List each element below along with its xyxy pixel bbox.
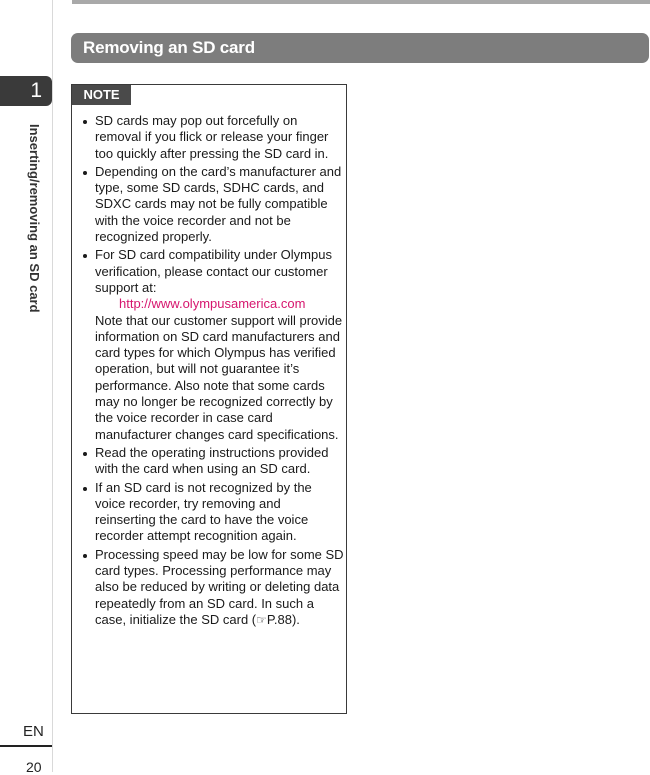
list-item [82,445,344,478]
list-item-text: Read the operating instructions provided with the card when using an SD card. [95,444,329,477]
chapter-title: Inserting/removing an SD card [27,124,42,313]
language-underline [0,745,52,747]
list-item-text: Depending on the card’s manufacturer and type, some SD cards, SDHC cards, and SDXC cards may not be fully compatible with the voice recorder and not be recognized properly. [95,163,342,245]
page-number: 20 [26,759,42,775]
list-item-text: For SD card compatibility under Olympus verification, please contact our customer support at: [95,247,332,295]
support-url-link[interactable]: http://www.olympusamerica.com [119,296,306,312]
list-item [82,480,344,545]
chapter-number: 1 [30,79,42,102]
list-item-text: ). [291,611,300,627]
list-item [82,547,344,628]
top-rule [72,0,650,4]
note-list [82,113,344,630]
list-item-text: SD cards may pop out forcefully on removal if you flick or release your finger too quickly after pressing the SD card in. [95,113,329,161]
list-item [82,247,344,443]
list-item-text: Processing speed may be low for some SD card types. Processing performance may also be reduced by writing or deleting data repeatedly from an SD card. In such a case, initialize the SD card ( [95,546,344,627]
pointing-hand-icon: ☞ [256,612,267,627]
list-item [82,164,344,245]
note-box [71,84,347,714]
section-header [71,33,649,63]
page-reference[interactable]: P.88 [266,611,292,627]
note-label: NOTE [72,85,131,105]
list-item-text: Note that our customer support will provide information on SD card manufacturers and card types for which Olympus has verified operation, but will not guarantee it’s performance. Also note that some cards may no longer be recognized correctly by the voice recorder in case card manufacturer changes card specifications. [95,312,343,442]
section-title: Removing an SD card [83,38,255,57]
language-label: EN [23,723,44,740]
list-item-text: If an SD card is not recognized by the voice recorder, try removing and reinserting the card to have the voice recorder attempt recognition again. [95,479,312,544]
list-item [82,113,344,162]
margin-rule [52,0,53,772]
chapter-tab [0,76,52,106]
